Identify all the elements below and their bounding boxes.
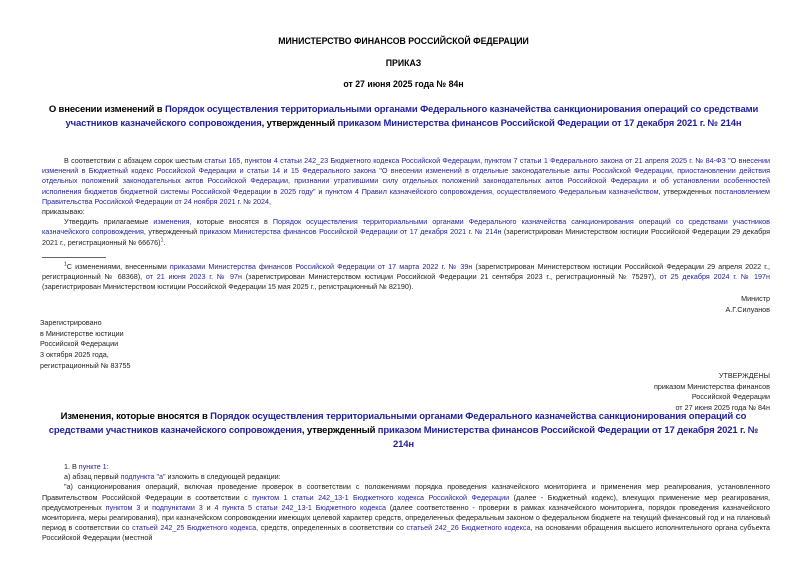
preamble-paragraph <box>42 156 770 207</box>
title-link-procedure[interactable]: Порядок осуществления территориальными органами Федерального казначейства санкционирования операций со средствами участников казначейского сопровождения <box>65 104 759 129</box>
approved-line: приказом Министерства финансов <box>653 381 770 391</box>
changes-block <box>42 462 770 544</box>
signature-block <box>726 294 771 315</box>
changes-title-link-procedure[interactable]: Порядок осуществления территориальными органами Федерального казначейства санкционирования операций со средствами участников казначейского сопровождения <box>48 411 747 436</box>
title-prefix: О внесении изменений в <box>48 104 165 115</box>
text: , утвержденный <box>143 227 200 237</box>
registration-line: регистрационный № 83755 <box>40 360 131 370</box>
footnote-marker: 1 <box>64 261 67 268</box>
link-article-242-23[interactable]: пунктом 4 статьи 242_23 Бюджетного кодекса Российской Федерации <box>244 156 481 165</box>
link-article-242-25[interactable]: статьей 242_25 Бюджетного кодекса <box>132 523 257 533</box>
text: (зарегистрирован Министерством юстиции Российской Федерации 29 апреля 2022 г., регистрационный № 68368), <box>42 262 770 282</box>
text: (далее - Бюджетный кодекс), влекущих применение мер реагирования, предусмотренных <box>42 492 770 512</box>
link-article-242-13-1-p5[interactable]: 4 пункта 5 статьи 242_13-1 Бюджетного кодекса <box>214 502 387 512</box>
title-middle: , утвержденный <box>301 425 378 436</box>
text: , <box>269 196 271 206</box>
registration-line: Российской Федерации <box>40 339 119 349</box>
changes-item-1 <box>42 462 770 472</box>
signature-name: А.Г.Силуанов <box>725 304 770 314</box>
link-government-decree-2024[interactable]: постановлением Правительства Российской Федерации от 24 ноября 2021 г. № 2024 <box>42 186 770 206</box>
signature-position: Министр <box>741 294 770 303</box>
title-prefix: Изменения, которые вносятся в <box>60 411 211 422</box>
text: и <box>315 186 326 196</box>
text: Утвердить прилагаемые <box>64 217 154 227</box>
text: и <box>140 502 153 512</box>
text: , <box>480 156 485 165</box>
link-order-97n[interactable]: от 21 июня 2023 г. № 97н <box>145 272 243 282</box>
link-point-3[interactable]: пунктом 3 <box>105 502 141 512</box>
text: , на основании обращения высшего исполнительного органа субъекта Российской Федерации (местной <box>42 523 771 543</box>
link-order-214n[interactable]: приказом Министерства финансов Российской Федерации от 17 декабря 2021 г. № 214н <box>199 227 502 237</box>
link-order-39n[interactable]: приказами Министерства финансов Российской Федерации от 17 марта 2022 г. № 39н <box>169 262 473 271</box>
link-point-1[interactable]: пункте 1 <box>78 462 107 471</box>
text: (далее соответственно - проверки в рамках казначейского мониторинга, порядок проведения казначейского мониторинга, меры реагирования), при казначейском сопровождении имеющих целевой характер средств, определенных федеральным законом о федеральном бюджете на текущий финансовый год и на плановый период в соответствии со <box>42 502 771 533</box>
link-procedure[interactable]: Порядок осуществления территориальными органами Федерального казначейства санкционирования операций со средствами участников казначейского сопровождения <box>42 217 770 237</box>
text: а) абзац первый <box>64 472 121 482</box>
link-order-197n[interactable]: от 25 декабря 2024 г. № 197н <box>659 272 771 282</box>
text: . <box>163 237 166 247</box>
footnote <box>42 262 770 293</box>
changes-title-link-order-214n[interactable]: приказом Министерства финансов Российской Федерации от 17 декабря 2021 г. № 214н <box>377 425 759 450</box>
text: В соответствии с абзацем сорок шестым <box>64 156 205 165</box>
approved-line: Российской Федерации <box>691 392 770 402</box>
document-title <box>40 103 767 131</box>
footnote-ref[interactable]: 1 <box>160 237 164 244</box>
text: 1. В <box>64 462 79 471</box>
link-subpoint-a[interactable]: подпункта "а" <box>120 472 166 482</box>
approved-block <box>654 371 770 414</box>
changes-quote <box>42 482 770 543</box>
approve-paragraph <box>42 217 770 248</box>
text: изложить в следующей редакции: <box>165 472 281 482</box>
registration-block <box>40 318 130 372</box>
approved-line: УТВЕРЖДЕНЫ <box>718 371 770 380</box>
registration-line: Зарегистрировано <box>40 318 102 327</box>
text: , <box>240 156 245 165</box>
footnote-paragraph <box>42 262 770 293</box>
link-treasury-rules[interactable]: пунктом 4 Правил казначейского сопровождения, осуществляемого Федеральным казначейством <box>325 186 659 196</box>
orders-word: приказываю: <box>42 207 85 217</box>
link-article-242-26[interactable]: статьей 242_26 Бюджетного кодекса <box>406 523 531 533</box>
text: и <box>202 502 215 512</box>
changes-title <box>40 410 767 452</box>
registration-line: 3 октября 2025 года, <box>40 350 109 360</box>
ministry-heading: МИНИСТЕРСТВО ФИНАНСОВ РОССИЙСКОЙ ФЕДЕРАЦИИ <box>278 36 529 47</box>
text: (зарегистрирован Министерством юстиции Российской Федерации 21 сентября 2023 г., регистрационный № 75297), <box>242 272 660 282</box>
text: , средств, определенных в соответствии со <box>256 523 407 533</box>
text: , которые вносятся в <box>189 217 273 227</box>
link-federal-law-84fz[interactable]: пунктом 7 статьи 1 Федерального закона от 21 апреля 2025 г. № 84-ФЗ "О внесении изменений в Бюджетный кодекс Российской Федерации и статьи 14 и 15 Федерального закона "О внесении изменений в отдельные законодательные акты Российской Федерации, приостановлении действия отдельных положений законодательных актов Российской Федерации, признании утратившими силу отдельных положений законодательных актов Российской Федерации и об установлении особенностей исполнения бюджетов бюджетной системы Российской Федерации в 2025 году" <box>42 156 771 196</box>
link-article-165[interactable]: статьи 165 <box>204 156 241 165</box>
title-middle: , утвержденный <box>261 118 338 129</box>
changes-sub-a <box>42 472 770 482</box>
text: "а) санкционирования операций, включая проведение проверок в соответствии с положениями порядка проведения казначейского мониторинга и применения мер реагирования, установленного Правительством Российской Федерации в соответствии с <box>42 482 770 502</box>
doc-date-number: от 27 июня 2025 года № 84н <box>343 79 464 90</box>
text: С изменениями, внесенными <box>66 262 170 271</box>
text: (зарегистрирован Министерством юстиции Российской Федерации 15 мая 2025 г., регистрационный № 82190). <box>42 282 414 292</box>
link-article-242-13-1-p1[interactable]: пунктом 1 статьи 242_13-1 Бюджетного кодекса Российской Федерации <box>252 492 510 502</box>
doc-type-heading: ПРИКАЗ <box>385 58 422 69</box>
text: (зарегистрирован Министерством юстиции Российской Федерации 29 декабря 2021 г., регистрационный № 66676) <box>42 227 770 247</box>
title-link-order-214n[interactable]: приказом Министерства финансов Российской Федерации от 17 декабря 2021 г. № 214н <box>337 118 742 129</box>
approved-line: от 27 июня 2025 года № 84н <box>675 403 770 413</box>
text: , утвержденных <box>658 186 715 196</box>
link-changes[interactable]: изменения <box>153 217 190 227</box>
preamble-block <box>42 156 770 248</box>
registration-line: в Министерстве юстиции <box>40 328 124 338</box>
link-subpoints-3[interactable]: подпунктами 3 <box>152 502 203 512</box>
text: : <box>106 462 109 471</box>
footnote-divider <box>42 257 106 258</box>
